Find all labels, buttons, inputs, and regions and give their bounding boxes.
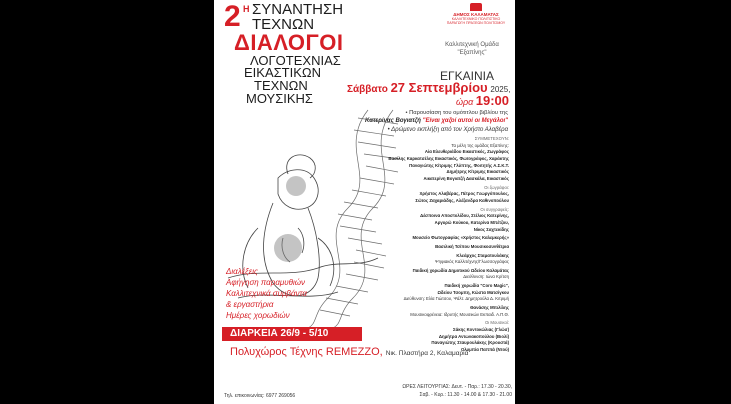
participant-row: Χρήστος Αλαβέρας, Πέτρος Γεωργόπουλος, bbox=[419, 191, 509, 197]
contact-label: Τηλ. επικοινωνίας: bbox=[224, 393, 265, 399]
logo-sub-2: ΠΑΡΑΓΩΓΗ ΠΡΑΞΕΩΝ ΠΟΛΙΤΙΣΜΟΥ bbox=[446, 21, 506, 25]
side-event-happenings: Καλλιτεχνικά συμβάντα bbox=[226, 289, 307, 298]
side-event-lectures: Διαλέξεις bbox=[226, 267, 258, 276]
title-line-1: ΣΥΝΑΝΤΗΣΗ bbox=[252, 1, 344, 18]
logo-emblem-icon bbox=[470, 3, 482, 11]
participant-row: Αικατερίνη Βογιατζή Δασκάλα, Εικαστικός bbox=[423, 175, 509, 181]
edition-superscript: Η bbox=[243, 4, 250, 14]
participant-row: Σώτος Ζαχαριάδης, Αλέξανδρα Καθινοπούλου bbox=[415, 197, 509, 203]
participant-row: Διεύθυνση: Ελία Γιώτσου, Ψάλτ. Δημητρούλα Δ. Κιτριμή bbox=[403, 296, 509, 302]
participant-row: Δημήτρα Αντωνακοπούλου (Βιολί) bbox=[438, 333, 509, 339]
participant-row: Δέσποινα Αποστολίδου, Στέλιος Κατερίνης, bbox=[420, 213, 509, 219]
book-author: Κατερίνας Βογιατζή bbox=[365, 118, 421, 124]
art-visual: ΕΙΚΑΣΤΙΚΩΝ bbox=[244, 65, 321, 80]
edition-number: 2 bbox=[224, 0, 241, 33]
opening-time bbox=[347, 93, 509, 108]
side-event-workshops: & εργαστήρια bbox=[226, 300, 274, 309]
title-line-2: ΤΕΧΝΩΝ bbox=[252, 16, 315, 33]
participant-row: Δημήτρης Κίτριμης Εικαστικός bbox=[446, 169, 509, 175]
opening-date-value: 27 Σεπτεμβρίου bbox=[390, 80, 488, 95]
book-title: "Είναι χαζοί αυτοί οι Μεγάλοι" bbox=[422, 118, 508, 124]
duration-bar bbox=[222, 327, 362, 341]
participant-row: Νίκος Σαχτεκίδης bbox=[473, 226, 509, 232]
contact-number: 6977 269056 bbox=[265, 393, 296, 399]
participant-row: Ολυμπία Παππά (Ντού) bbox=[460, 347, 509, 353]
venue-name: Πολυχώρος Τέχνης REMEZZO, bbox=[230, 346, 383, 358]
art-music: ΜΟΥΣΙΚΗΣ bbox=[246, 91, 313, 106]
opening-hours-weekdays: ΩΡΕΣ ΛΕΙΤΟΥΡΓΙΑΣ: Δευτ. - Παρ.: 17.30 - 20.30, bbox=[402, 384, 512, 390]
participant-row: Παναγιώτης Σταυρουλάκης (Κρουστά) bbox=[431, 340, 509, 346]
participant-row: Παιδική χορωδία "Coro Magic", bbox=[444, 283, 509, 289]
participant-row: Κλεάρχος Σταματουλάκης bbox=[456, 252, 509, 258]
opening-year: 2025, bbox=[490, 85, 511, 94]
duration-range: 26/9 - 5/10 bbox=[280, 328, 329, 339]
participant-row: Αία Ελευθεριάδου Εικαστικός, Ζωγράφος bbox=[424, 149, 509, 155]
venue bbox=[230, 346, 515, 358]
time-prefix: ώρα bbox=[455, 97, 474, 107]
bullet-performance: • Δρώμενο εκπλήξη από τον Χρήστο Αλαβέρα bbox=[387, 127, 508, 133]
municipality-logo bbox=[440, 3, 512, 25]
participant-row: Τα μέλη της ομάδας Εξαπίνης: bbox=[451, 142, 509, 148]
participant-row: Ωδείου Τσομπη, Κώστα Ματσίγκου bbox=[437, 289, 509, 295]
participant-row: Σάκης Κοντοκώλιας (Γλώσ) bbox=[453, 327, 509, 333]
logo-sub-1: ΚΑΛΛΙΤΕΧΝΙΚΟ ΠΟΛΙΤΙΣΤΙΚΟ bbox=[451, 17, 501, 21]
participant-row: Μουσικοφρένεια: Ιδρυτής Μουσικών Εκπαιδ. Α.Π.Θ. bbox=[410, 311, 509, 317]
participant-row: Βασίλης Καρκατσέλης Εικαστικός, Φωτογράφος, Χαράκτης bbox=[388, 155, 509, 161]
participant-row: Διεύθυνση: Ιώνα Κρίτση bbox=[463, 274, 509, 280]
group-line-2: "Εξαπίνης" bbox=[457, 49, 487, 56]
title-dialogues: ΔΙΑΛΟΓΟΙ bbox=[234, 30, 344, 55]
participant-row: Οι Μουσικοί: bbox=[484, 320, 509, 326]
bullet-book-presentation: • Παρουσίαση του ομότιτλου βιβλίου της bbox=[405, 110, 508, 116]
venue-address: Νικ. Πλαστήρα 2, Καλαμαριά bbox=[385, 350, 469, 357]
participant-row: Παιδική χορωδία Δημοτικού Ωδείου Καλαμάτας bbox=[412, 267, 509, 273]
group-line-1: Καλλιτεχνική Ομάδα bbox=[445, 42, 499, 48]
art-literature: ΛΟΓΟΤΕΧΝΙΑΣ bbox=[250, 53, 341, 68]
participants-list bbox=[339, 136, 509, 354]
opening-day: Σάββατο bbox=[347, 84, 388, 95]
event-poster bbox=[214, 0, 515, 404]
participant-row: ΣΥΜΜΕΤΕΧΟΥΝ: bbox=[474, 136, 509, 141]
side-event-choirs: Ημέρες χορωδιών bbox=[226, 311, 290, 320]
participant-row: Βασιλική Τσίπου Μουσικοσυνθέτρια bbox=[435, 243, 509, 249]
side-event-storytelling: Αφήγηση παραμυθιών bbox=[226, 278, 306, 287]
participant-row: Παναγιώτης Κίτριμης Γλύπτης, Φοιτητής Α.Σ.Κ.Τ. bbox=[409, 162, 509, 168]
participant-row: Αργυρώ Κούκου, Κατερίνα Μπέτζου, bbox=[434, 219, 509, 225]
time-value: 19:00 bbox=[475, 93, 509, 108]
participant-row: Θανάσης Μπιλίλης bbox=[470, 305, 509, 311]
opening-label: ΕΓΚΑΙΝΙΑ bbox=[440, 69, 494, 83]
participant-row: Οι συγγραφείς: bbox=[480, 206, 509, 212]
duration-label: ΔΙΑΡΚΕΙΑ bbox=[230, 328, 278, 339]
participant-row: Οι ζωγράφοι: bbox=[484, 184, 509, 190]
contact-phone bbox=[224, 393, 295, 399]
participant-row: Μουσείο Φωτογραφίας «Χρήστος Καλεμκερής» bbox=[412, 235, 509, 241]
art-arts: ΤΕΧΝΩΝ bbox=[254, 78, 308, 93]
opening-hours-weekend: Σαβ. - Κυρ.: 11.30 - 14.00 & 17.30 - 21.00 bbox=[419, 392, 512, 398]
artist-group bbox=[432, 42, 512, 57]
logo-name: ΔΗΜΟΣ ΚΑΛΑΜΑΤΑΣ bbox=[453, 12, 499, 17]
participant-row: Ψηφιακός Καλλιτέχνης/Γλωσσογράφος bbox=[435, 259, 509, 265]
